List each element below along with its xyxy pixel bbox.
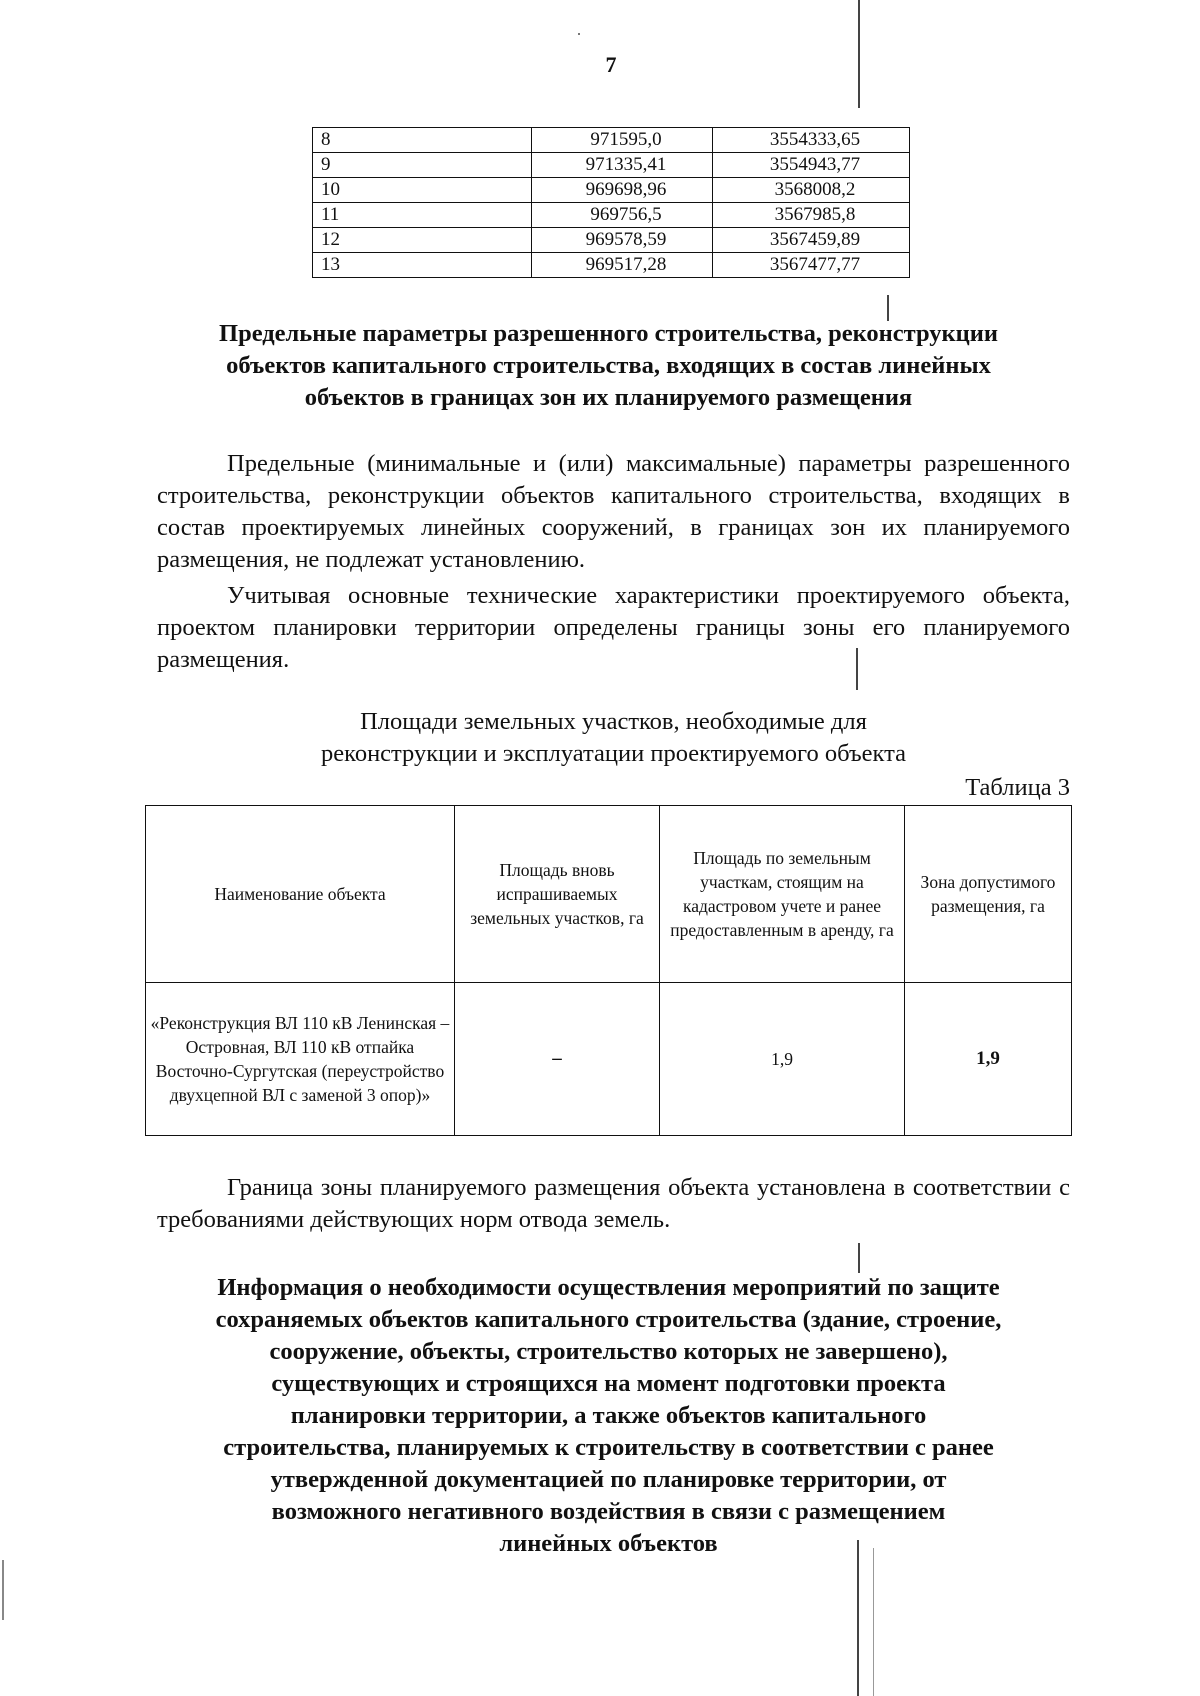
point-number: 8 [313, 128, 532, 153]
section-heading-parameters [145, 318, 1072, 414]
heading-line: сохраняемых объектов капитального строительства (здание, строение, [215, 1306, 1002, 1333]
coordinate-x: 971595,0 [532, 128, 713, 153]
heading-line: планировки территории, а также объектов капитального [290, 1402, 927, 1429]
table-row [313, 178, 910, 203]
coordinate-y: 3554333,65 [713, 128, 910, 153]
heading-line: линейных объектов [499, 1530, 718, 1557]
heading-line: утвержденной документацией по планировке территории, от [270, 1466, 947, 1493]
heading-line: строительства, планируемых к строительству в соответствии с ранее [223, 1434, 994, 1461]
coordinate-x: 971335,41 [532, 153, 713, 178]
heading-line: объектов в границах зон их планируемого размещения [304, 384, 913, 411]
table-row [313, 228, 910, 253]
point-number: 10 [313, 178, 532, 203]
heading-line: сооружение, объекты, строительство которых не завершено), [269, 1338, 948, 1365]
heading-line: объектов капитального строительства, входящих в состав линейных [226, 352, 991, 379]
table-caption [157, 706, 1070, 770]
cadastral-area-cell: 1,9 [660, 983, 905, 1136]
coordinate-y: 3554943,77 [713, 153, 910, 178]
table-row [313, 253, 910, 278]
heading-line: Информация о необходимости осуществления мероприятий по защите [217, 1274, 1000, 1301]
scan-artifact-dot [578, 33, 580, 35]
section-heading-protection [145, 1272, 1072, 1560]
scan-artifact-line [2, 1560, 4, 1620]
object-name-cell: «Реконструкция ВЛ 110 кВ Ленинская – Островная, ВЛ 110 кВ отпайка Восточно-Сургутская (переустройство двухцепной ВЛ с заменой 3 опор)» [146, 983, 455, 1136]
page-number: 7 [605, 52, 617, 77]
column-header-object-name: Наименование объекта [146, 806, 455, 983]
zone-area-cell: 1,9 [905, 983, 1072, 1136]
table-row [313, 203, 910, 228]
coordinate-y: 3567477,77 [713, 253, 910, 278]
coordinate-x: 969756,5 [532, 203, 713, 228]
point-number: 9 [313, 153, 532, 178]
column-header-zone-area: Зона допустимого размещения, га [905, 806, 1072, 983]
coordinate-table [312, 127, 910, 278]
caption-line: Площади земельных участков, необходимые для [360, 708, 867, 735]
coordinate-x: 969578,59 [532, 228, 713, 253]
new-area-cell: – [455, 983, 660, 1136]
scan-artifact-line [857, 1540, 859, 1696]
point-number: 11 [313, 203, 532, 228]
column-header-cadastral-area: Площадь по земельным участкам, стоящим на кадастровом учете и ранее предоставленным в аренду, га [660, 806, 905, 983]
table-row [313, 153, 910, 178]
table-header-row [146, 806, 1072, 983]
paragraph-zone: Учитывая основные технические характеристики проектируемого объекта, проектом планировки территории определены границы зоны его планируемого размещения. [157, 582, 1070, 673]
coordinate-y: 3567459,89 [713, 228, 910, 253]
land-area-table [145, 805, 1072, 1136]
column-header-new-area: Площадь вновь испрашиваемых земельных участков, га [455, 806, 660, 983]
paragraph-boundary: Граница зоны планируемого размещения объекта установлена в соответствии с требованиями действующих норм отвода земель. [157, 1174, 1070, 1233]
heading-line: возможного негативного воздействия в связи с размещением [271, 1498, 946, 1525]
scan-artifact-line [858, 1243, 860, 1273]
point-number: 13 [313, 253, 532, 278]
table-row [313, 128, 910, 153]
heading-line: существующих и строящихся на момент подготовки проекта [271, 1370, 946, 1397]
point-number: 12 [313, 228, 532, 253]
coordinate-y: 3567985,8 [713, 203, 910, 228]
heading-line: Предельные параметры разрешенного строительства, реконструкции [219, 320, 998, 347]
caption-line: реконструкции и эксплуатации проектируемого объекта [321, 740, 906, 767]
coordinate-x: 969517,28 [532, 253, 713, 278]
table-label: Таблица 3 [965, 774, 1070, 801]
table-row [146, 983, 1072, 1136]
coordinate-x: 969698,96 [532, 178, 713, 203]
scan-artifact-line [873, 1548, 874, 1696]
coordinate-y: 3568008,2 [713, 178, 910, 203]
paragraph-limits: Предельные (минимальные и (или) максимальные) параметры разрешенного строительства, реконструкции объектов капитального строительства, входящих в состав проектируемых линейных сооружений, в границах зон их планируемого размещения, не подлежат установлению. [157, 450, 1070, 573]
